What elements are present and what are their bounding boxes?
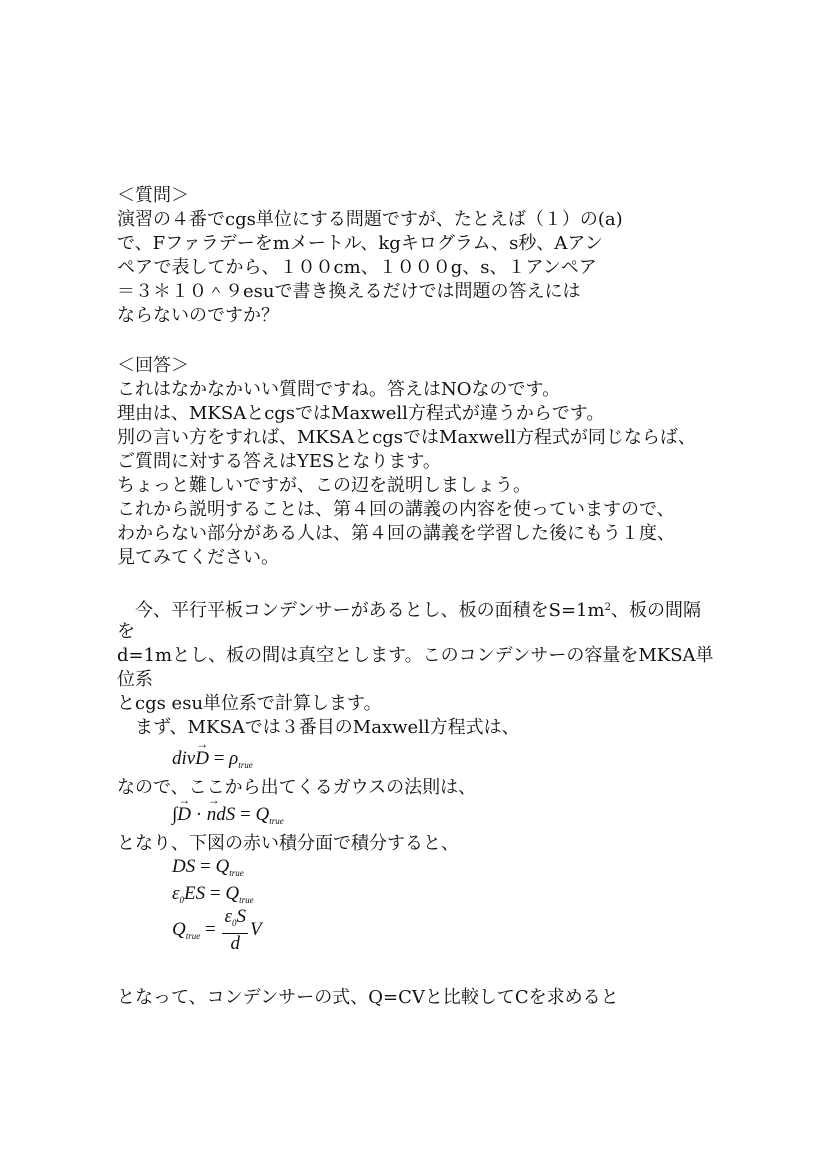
body-paragraph-line-5: とcgs esu単位系で計算します。 — [117, 693, 382, 714]
question-line-2: で、Fファラデーをmメートル、kgキログラム、s秒、Aアン — [117, 233, 603, 254]
eq-subscript: true — [269, 816, 284, 826]
eq-S: S — [236, 906, 246, 927]
question-line-1: 演習の４番でcgs単位にする問題ですが、たとえば（１）の(a) — [117, 209, 623, 230]
body-paragraph-line-4: 位系 — [117, 669, 153, 690]
answer-line-5: ちょっと難しいですが、この辺を説明しましょう。 — [117, 475, 531, 496]
question-heading: ＜質問＞ — [117, 185, 189, 206]
eq-equals: = — [200, 918, 221, 940]
eq-Q: Q — [255, 804, 270, 825]
body-paragraph-line-8: となり、下図の赤い積分面で積分すると、 — [117, 833, 459, 854]
body-text: 、板の間隔 — [610, 600, 701, 621]
eq-fraction — [222, 907, 248, 954]
answer-line-1: これはなかなかいい質問ですね。答えはNOなのです。 — [117, 379, 561, 400]
eq-ES: ES — [184, 883, 206, 904]
body-paragraph-line-7: なので、ここから出てくるガウスの法則は、 — [117, 777, 477, 798]
body-paragraph-line-2: を — [117, 621, 135, 642]
eq-V: V — [249, 918, 262, 940]
answer-line-4: ご質問に対する答えはYESとなります。 — [117, 451, 441, 472]
eq-Q: Q — [225, 883, 240, 904]
equation-eps-es — [172, 883, 254, 905]
eq-numerator — [222, 907, 248, 934]
question-line-4: ＝３＊１０＾９esuで書き換えるだけでは問題の答えには — [117, 281, 581, 302]
eq-DS: DS — [172, 856, 196, 877]
body-paragraph-line-9: となって、コンデンサーの式、Q=CVと比較してCを求めると — [117, 987, 619, 1008]
answer-line-3: 別の言い方をすれば、MKSAとcgsではMaxwell方程式が同じならば、 — [117, 427, 696, 448]
body-paragraph-line-1 — [117, 596, 701, 622]
eq-subscript: true — [185, 930, 201, 941]
body-paragraph-line-3: d=1mとし、板の間は真空とします。このコンデンサーの容量をMKSA単 — [117, 645, 714, 666]
eq-subscript: true — [239, 895, 254, 905]
answer-heading: ＜回答＞ — [117, 355, 189, 376]
equation-divergence — [172, 748, 253, 770]
question-line-3: ペアで表してから、１００cm、１０００g、s、１アンペア — [117, 257, 597, 278]
equation-gauss — [172, 804, 284, 826]
eq-dot: · — [190, 804, 207, 825]
body-text: 今、平行平板コンデンサーがあるとし、板の面積をS=1m — [117, 600, 605, 621]
eq-D-vector: D → — [195, 748, 209, 770]
eq-div: div — [172, 748, 196, 769]
eq-Q: Q — [215, 856, 230, 877]
answer-line-2: 理由は、MKSAとcgsではMaxwell方程式が違うからです。 — [117, 403, 605, 424]
eq-subscript-zero: 0 — [179, 895, 184, 905]
eq-subscript-zero: 0 — [231, 918, 237, 928]
eq-dS: dS — [216, 804, 236, 825]
answer-line-7: わからない部分がある人は、第４回の講義を学習した後にもう１度、 — [117, 523, 675, 544]
eq-n-vector: n → — [207, 804, 217, 826]
eq-equals: = — [235, 804, 256, 825]
eq-integral: ∫ — [172, 804, 178, 825]
eq-denominator: d — [230, 933, 240, 954]
superscript: 2 — [604, 602, 611, 613]
eq-subscript: true — [229, 868, 244, 878]
eq-rho: ρ — [229, 748, 239, 769]
question-line-5: ならないのですか？ — [117, 305, 279, 326]
eq-subscript: true — [238, 760, 253, 770]
eq-equals: = — [195, 856, 216, 877]
body-paragraph-line-6: まず、MKSAでは３番目のMaxwell方程式は、 — [117, 717, 520, 738]
answer-line-8: 見てみてください。 — [117, 547, 279, 568]
eq-D-vector: D → — [177, 804, 191, 826]
eq-Q: Q — [172, 918, 186, 940]
eq-equals: = — [208, 748, 230, 769]
eq-equals: = — [205, 883, 226, 904]
answer-line-6: これから説明することは、第４回の講義の内容を使っていますので、 — [117, 499, 675, 520]
equation-q-result — [172, 907, 262, 954]
eq-epsilon: ε — [224, 906, 232, 927]
equation-ds — [172, 856, 244, 878]
eq-epsilon: ε — [172, 883, 180, 904]
